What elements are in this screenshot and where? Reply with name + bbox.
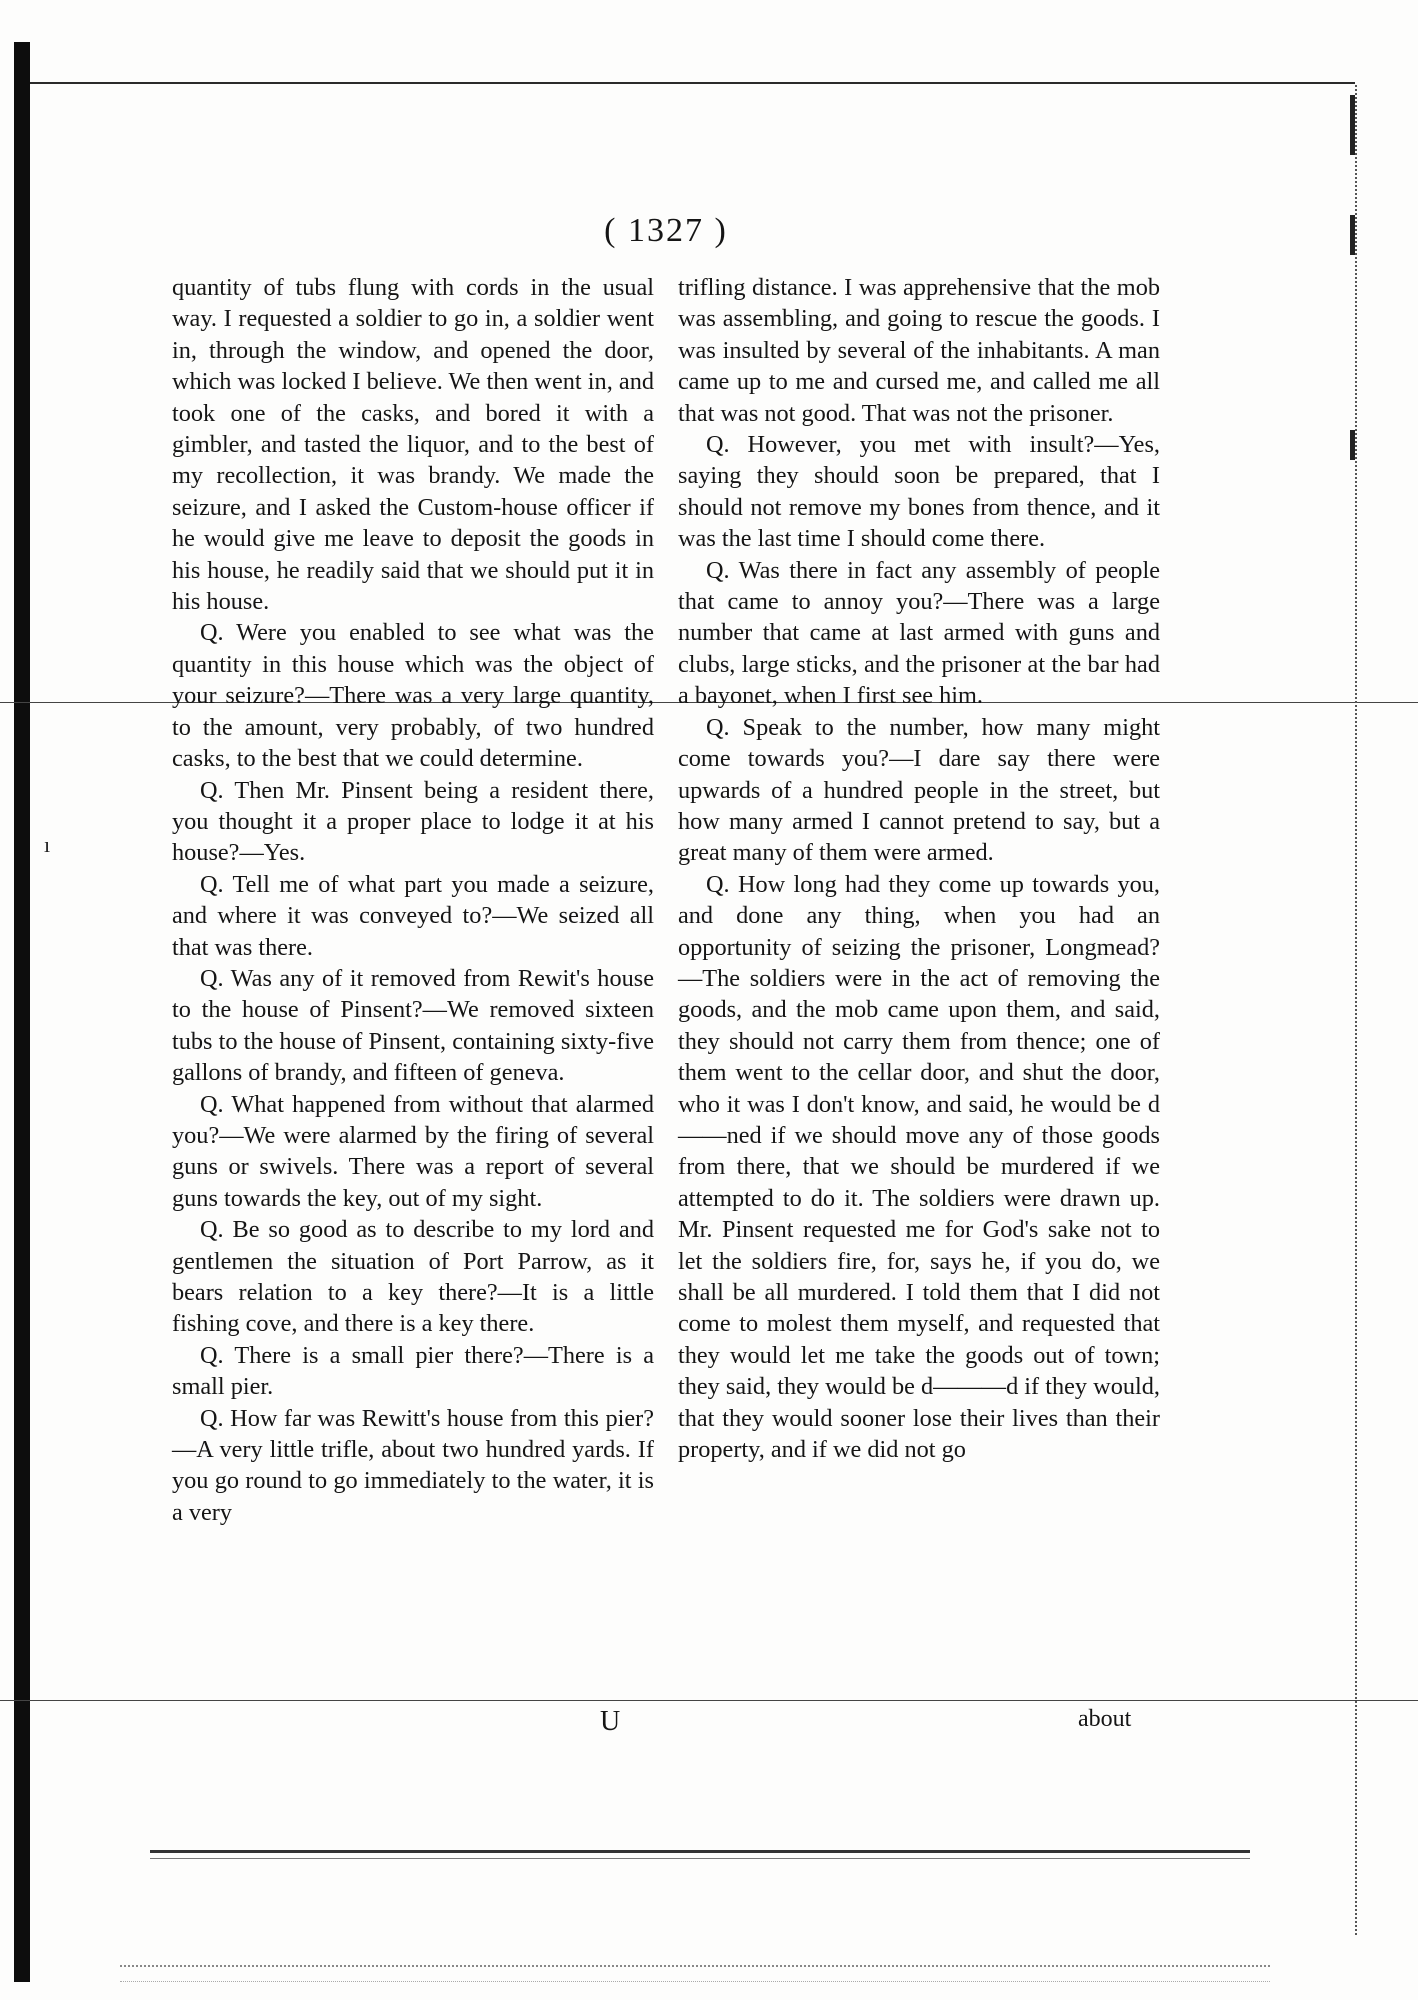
paragraph: Q. Were you enabled to see what was the quantity in this house which was the object of your seizure?—There was a very large quantity, to the amount, very probably, of two hundred casks, to the best that we could determine. [172, 619, 654, 773]
paragraph: quantity of tubs flung with cords in the usual way. I requested a soldier to go in, a soldier went in, through the window, and opened the door, which was locked I believe. We then went in, and took one of the casks, and bored it with a gimbler, and tasted the liquor, and to the best of my recollection, it was brandy. We made the seizure, and I asked the Custom-house officer if he would give me leave to deposit the goods in his house, he readily said that we should put it in his house. [172, 274, 654, 616]
paragraph: Q. Was any of it removed from Rewit's house to the house of Pinsent?—We removed sixteen tubs to the house of Pinsent, containing sixty-five gallons of brandy, and fifteen of geneva. [172, 964, 654, 1087]
signature-mark: U [600, 1706, 621, 1737]
top-rule [30, 82, 1355, 84]
left-column [172, 272, 654, 1528]
scan-line-artifact [0, 1700, 1418, 1701]
paragraph: Q. Speak to the number, how many might come towards you?—I dare say there were upwards of a hundred people in the street, but how many armed I cannot pretend to say, but a great many of them were armed. [678, 713, 1160, 867]
right-edge-mark [1350, 430, 1355, 460]
bottom-rule-thin [150, 1858, 1250, 1859]
page-number: ( 1327 ) [604, 212, 728, 249]
paragraph: Q. Then Mr. Pinsent being a resident there, you thought it a proper place to lodge it at his house?—Yes. [172, 776, 654, 867]
paragraph: Q. How long had they come up towards you, and done any thing, when you had an opportunity of seizing the prisoner, Longmead?—The soldiers were in the act of removing the goods, and the mob came upon them, and said, they should not carry them from thence; one of them went to the cellar door, and shut the door, who it was I don't know, and said, he would be d——ned if we should move any of those goods from there, that we should be murdered if we attempted to do it. The soldiers were drawn up. Mr. Pinsent requested me for God's sake not to let the soldiers fire, for, says he, if you do, we shall be all murdered. I told them that I did not come to molest them myself, and requested that they would let me take the goods out of town; they said, they would be d———d if they would, that they would sooner lose their lives than their property, and if we did not go [678, 870, 1160, 1464]
paragraph: Q. There is a small pier there?—There is a small pier. [172, 1341, 654, 1401]
scan-binding-shadow [14, 42, 30, 1982]
stray-mark: ı [44, 832, 51, 857]
paragraph: Q. Was there in fact any assembly of people that came to annoy you?—There was a large number that came at last armed with guns and clubs, large sticks, and the prisoner at the bar had a bayonet, when I first see him. [678, 556, 1160, 710]
paragraph: trifling distance. I was apprehensive that the mob was assembling, and going to rescue the goods. I was insulted by several of the inhabitants. A man came up to me and cursed me, and called me all that was not good. That was not the prisoner. [678, 274, 1160, 427]
bottom-rule [150, 1850, 1250, 1853]
paragraph: Q. What happened from without that alarmed you?—We were alarmed by the firing of several guns or swivels. There was a report of several guns towards the key, out of my sight. [172, 1090, 654, 1212]
catchword: about [1078, 1706, 1132, 1732]
right-edge-mark [1350, 215, 1355, 255]
paragraph: Q. How far was Rewitt's house from this pier?—A very little trifle, about two hundred yards. If you go round to go immediately to the water, it is a very [172, 1404, 654, 1526]
paragraph: Q. Be so good as to describe to my lord and gentlemen the situation of Port Parrow, as it bears relation to a key there?—It is a little fishing cove, and there is a key there. [172, 1216, 654, 1338]
paragraph: Q. However, you met with insult?—Yes, saying they should soon be prepared, that I should not remove my bones from thence, and it was the last time I should come there. [678, 431, 1160, 553]
scan-specks [120, 1965, 1270, 1982]
paragraph: Q. Tell me of what part you made a seizure, and where it was conveyed to?—We seized all that was there. [172, 870, 654, 961]
right-edge-mark [1350, 95, 1355, 155]
right-column [678, 272, 1160, 1465]
right-edge-dots [1355, 85, 1360, 1935]
